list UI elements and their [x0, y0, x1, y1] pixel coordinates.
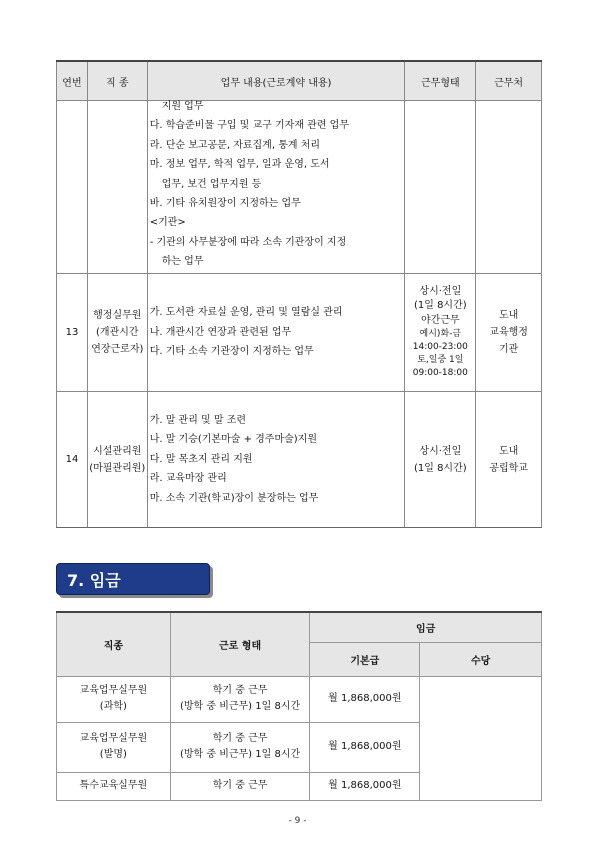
table-row [57, 676, 542, 722]
header-wage: 임금 [310, 612, 542, 642]
work-type-line: (1일 8시간) [413, 300, 467, 312]
duty-list [147, 392, 405, 528]
cell-no [57, 101, 88, 274]
wage-job-line: 교육업무실무원 [79, 685, 148, 696]
wage-work-line: (방학 중 비근무) 1일 8시간 [179, 701, 301, 712]
work-table [56, 60, 542, 528]
wage-base-pay: 월 1,868,000원 [310, 676, 420, 722]
header-base-pay: 기본급 [310, 642, 420, 676]
wage-header-row [57, 612, 542, 642]
wage-base-pay: 월 1,868,000원 [310, 772, 420, 800]
work-type-detail: 09:00-18:00 [412, 368, 468, 379]
duty-item: 가. 도서관 자료실 운영, 관리 및 열람실 관리 [149, 307, 343, 319]
work-type-line: 상시·전일 [419, 445, 462, 457]
wage-job-line: (과학) [99, 701, 127, 712]
col-header-place: 근무처 [476, 61, 542, 101]
work-place [476, 274, 542, 392]
header-allowance: 수당 [420, 642, 542, 676]
work-type-line: 야간근무 [421, 314, 460, 326]
wage-job [57, 676, 171, 722]
section-title: 7. 임금 [67, 571, 121, 590]
wage-job [57, 722, 171, 772]
duty-line: - 기관의 사무분장에 따라 소속 기관장이 지정 [149, 236, 347, 248]
wage-job-line: 교육업무실무원 [79, 733, 148, 744]
place-line: 교육행정 [489, 327, 528, 338]
duty-item: 나. 말 기승(기본마술 + 경주마술)지원 [149, 434, 318, 446]
wage-base-pay: 월 1,868,000원 [310, 722, 420, 772]
wage-work-line: 학기 중 근무 [212, 733, 268, 744]
wage-work-line: 학기 중 근무 [212, 685, 268, 696]
duty-item: 다. 기타 소속 기관장이 지정하는 업무 [149, 346, 314, 358]
table-row-continued [57, 101, 542, 274]
duty-line: 바. 기타 유치원장이 지정하는 업무 [149, 198, 301, 210]
row-number: 13 [57, 274, 88, 392]
work-type [405, 274, 476, 392]
duty-item: 다. 말 목초지 관리 지원 [149, 453, 253, 465]
duty-item: 마. 소속 기관(학교)장이 분장하는 업무 [149, 492, 319, 504]
duty-line: 하는 업무 [161, 256, 204, 268]
work-type [405, 392, 476, 528]
place-line: 도내 [498, 310, 519, 321]
place-line: 도내 [498, 445, 519, 457]
duty-item: 라. 교육마장 관리 [149, 473, 227, 485]
wage-allowance [420, 676, 542, 800]
row-number: 14 [57, 392, 88, 528]
col-header-job: 직 종 [87, 61, 147, 101]
job-line: 연장근로자) [91, 344, 144, 355]
header-job: 직종 [57, 612, 171, 676]
col-header-type: 근무형태 [405, 61, 476, 101]
job-line: 행정실무원 [93, 310, 142, 321]
duty-list [147, 274, 405, 392]
duty-item: 가. 말 관리 및 말 조련 [149, 414, 247, 426]
duty-line: <기관> [149, 217, 186, 229]
job-line: (개관시간 [96, 327, 139, 338]
cell-type [405, 101, 476, 274]
work-place [476, 392, 542, 528]
header-work-type: 근로 형태 [170, 612, 310, 676]
job-line: 시설관리원 [93, 445, 142, 457]
work-type-line: 상시·전일 [419, 285, 462, 297]
cell-duties [147, 101, 405, 274]
page-number: - 9 - [288, 816, 307, 826]
work-type-detail: 토,일중 1일 [417, 355, 464, 366]
table-row [57, 274, 542, 392]
wage-table [56, 611, 542, 801]
job-title [87, 392, 147, 528]
wage-work-type: 학기 중 근무 [170, 772, 310, 800]
cell-place [476, 101, 542, 274]
job-title [87, 274, 147, 392]
wage-job: 특수교육실무원 [57, 772, 171, 800]
place-line: 공립학교 [489, 462, 528, 474]
duty-line: 다. 학습준비물 구입 및 교구 기자재 관련 업무 [149, 120, 349, 132]
wage-job-line: (발명) [99, 749, 127, 760]
table-header-row [57, 61, 542, 101]
wage-work-line: (방학 중 비근무) 1일 8시간 [179, 749, 301, 760]
work-type-detail: 14:00-23:00 [412, 342, 468, 353]
wage-work-type [170, 676, 310, 722]
work-type-line: (1일 8시간) [413, 462, 467, 474]
duty-item: 나. 개관시간 연장과 관련된 업무 [149, 326, 292, 338]
duty-line: 지원 업무 [161, 101, 204, 112]
section-heading [56, 563, 210, 595]
place-line: 기관 [498, 344, 519, 355]
col-header-no: 연번 [57, 61, 88, 101]
table-row [57, 392, 542, 528]
wage-work-type [170, 722, 310, 772]
duty-line: 마. 정보 업무, 학적 업무, 일과 운영, 도서 [149, 159, 330, 171]
cell-job [87, 101, 147, 274]
col-header-duty: 업무 내용(근로계약 내용) [147, 61, 405, 101]
duty-line: 업무, 보건 업무지원 등 [161, 178, 262, 190]
duty-line: 라. 단순 보고공문, 자료집계, 통계 처리 [149, 139, 321, 151]
work-type-detail: 예시)화-금 [419, 329, 462, 340]
job-line: (마필관리원) [89, 462, 146, 474]
